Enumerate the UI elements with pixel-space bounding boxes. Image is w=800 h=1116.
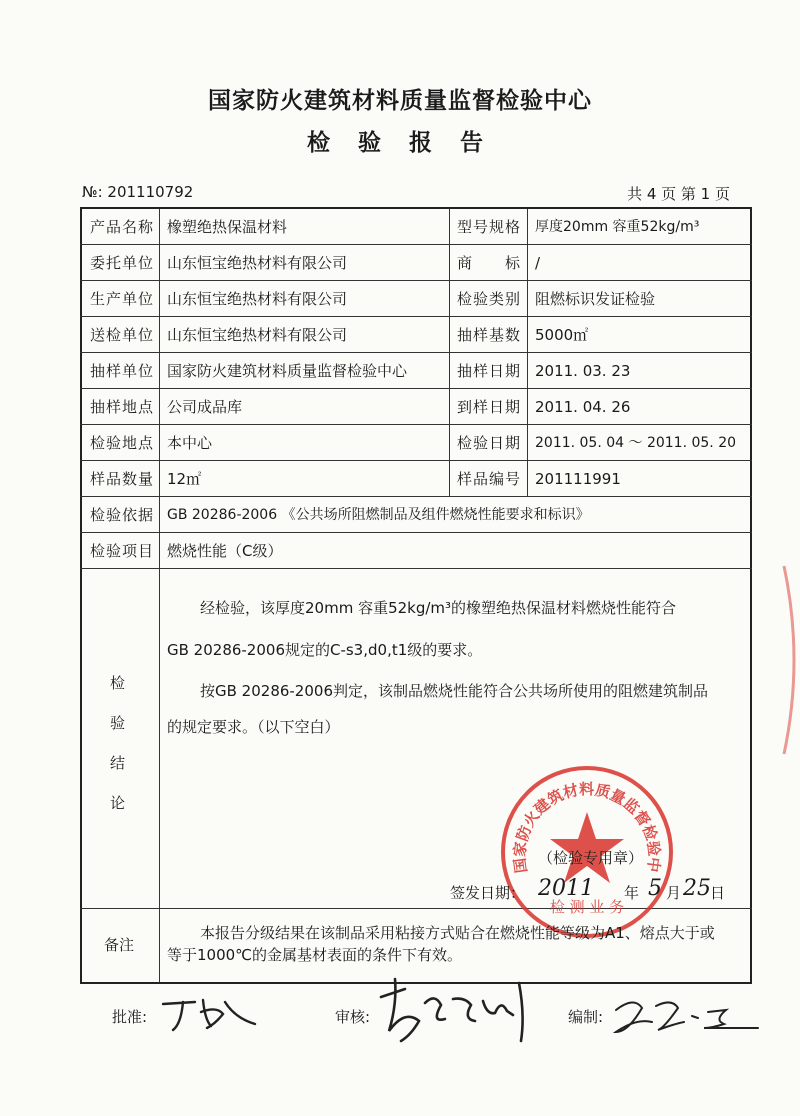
qty: 12㎡ <box>167 470 202 488</box>
review-label: 审核: <box>335 1008 371 1026</box>
producer: 山东恒宝绝热材料有限公司 <box>167 290 348 308</box>
qty-label: 样品数量 <box>90 470 155 488</box>
report-title: 检 验 报 告 <box>306 130 494 156</box>
prepare-label: 编制: <box>568 1008 604 1026</box>
approve-label: 批准: <box>112 1008 148 1026</box>
sign-year-unit: 年 <box>624 884 640 902</box>
sample-place: 公司成品库 <box>167 398 243 416</box>
conclusion-label-3: 结 <box>110 754 126 772</box>
svg-text:检 测 业 务: 检 测 业 务 <box>549 898 625 916</box>
page-count: 共 4 页 第 1 页 <box>627 185 730 203</box>
conclusion-line-1: 经检验，该厚度20mm 容重52kg/m³的橡塑绝热保温材料燃烧性能符合 <box>200 599 677 617</box>
column-divider <box>159 209 160 982</box>
sign-month: 5 <box>648 876 662 901</box>
conclusion-label-4: 论 <box>110 794 126 812</box>
sample-no-label: 样品编号 <box>457 470 522 488</box>
conclusion-line-3: 按GB 20286-2006判定，该制品燃烧性能符合公共场所使用的阻燃建筑制品 <box>200 682 708 700</box>
product-name: 橡塑绝热保温材料 <box>167 218 288 236</box>
test-place: 本中心 <box>167 434 213 452</box>
sample-date-label: 抽样日期 <box>457 362 522 380</box>
remarks-line-1: 本报告分级结果在该制品采用粘接方式贴合在燃烧性能等级为A1、熔点大于或 <box>200 924 715 942</box>
reviewer-signature <box>375 975 555 1050</box>
approver-signature <box>155 990 265 1040</box>
conclusion-line-2: GB 20286-2006规定的C-s3,d0,t1级的要求。 <box>167 641 483 659</box>
product-name-label: 产品名称 <box>90 218 155 236</box>
test-date: 2011. 05. 04 ～ 2011. 05. 20 <box>535 435 737 451</box>
preparer-signature <box>608 988 768 1043</box>
sign-day-unit: 日 <box>710 884 726 902</box>
sample-place-label: 抽样地点 <box>90 398 155 416</box>
conclusion-label-1: 检 <box>110 674 126 692</box>
conclusion-label-2: 验 <box>110 714 126 732</box>
svg-text:国家防火建筑材料质量监督检验中心: 国家防火建筑材料质量监督检验中 <box>510 780 664 875</box>
producer-label: 生产单位 <box>90 290 155 308</box>
org-title: 国家防火建筑材料质量监督检验中心 <box>208 88 592 114</box>
report-number: №: 201110792 <box>82 183 194 201</box>
conclusion-line-4: 的规定要求。（以下空白） <box>167 718 340 736</box>
item: 燃烧性能（C级） <box>167 542 283 560</box>
sample-base: 5000㎡ <box>535 326 589 344</box>
sampler: 国家防火建筑材料质量监督检验中心 <box>167 362 408 380</box>
sender: 山东恒宝绝热材料有限公司 <box>167 326 348 344</box>
model: 厚度20mm 容重52kg/m³ <box>535 219 700 235</box>
model-label: 型号规格 <box>457 218 522 236</box>
arrival-date: 2011. 04. 26 <box>535 398 631 416</box>
test-place-label: 检验地点 <box>90 434 155 452</box>
sign-date-label: 签发日期： <box>450 884 526 902</box>
basis: GB 20286-2006 《公共场所阻燃制品及组件燃烧性能要求和标识》 <box>167 507 590 523</box>
test-type-label: 检验类别 <box>457 290 522 308</box>
edge-seal-fragment <box>780 560 800 764</box>
test-date-label: 检验日期 <box>457 434 522 452</box>
sample-no: 201111991 <box>535 470 621 488</box>
sample-date: 2011. 03. 23 <box>535 362 631 380</box>
sender-label: 送检单位 <box>90 326 155 344</box>
sign-month-unit: 月 <box>666 884 682 902</box>
test-type: 阻燃标识发证检验 <box>535 290 656 308</box>
item-label: 检验项目 <box>90 542 155 560</box>
client-label: 委托单位 <box>90 254 155 272</box>
sign-year: 2011 <box>538 876 594 901</box>
remarks-line-2: 等于1000℃的金属基材表面的条件下有效。 <box>167 946 463 964</box>
sampler-label: 抽样单位 <box>90 362 155 380</box>
sign-day: 25 <box>683 876 711 901</box>
remarks-label: 备注 <box>104 936 135 954</box>
arrival-date-label: 到样日期 <box>457 398 522 416</box>
column-divider <box>449 209 450 496</box>
client: 山东恒宝绝热材料有限公司 <box>167 254 348 272</box>
basis-label: 检验依据 <box>90 506 155 524</box>
seal-note: （检验专用章） <box>538 849 644 867</box>
brand-label: 商 标 <box>457 254 522 272</box>
sample-base-label: 抽样基数 <box>457 326 522 344</box>
column-divider <box>527 209 528 496</box>
brand: / <box>535 254 541 272</box>
